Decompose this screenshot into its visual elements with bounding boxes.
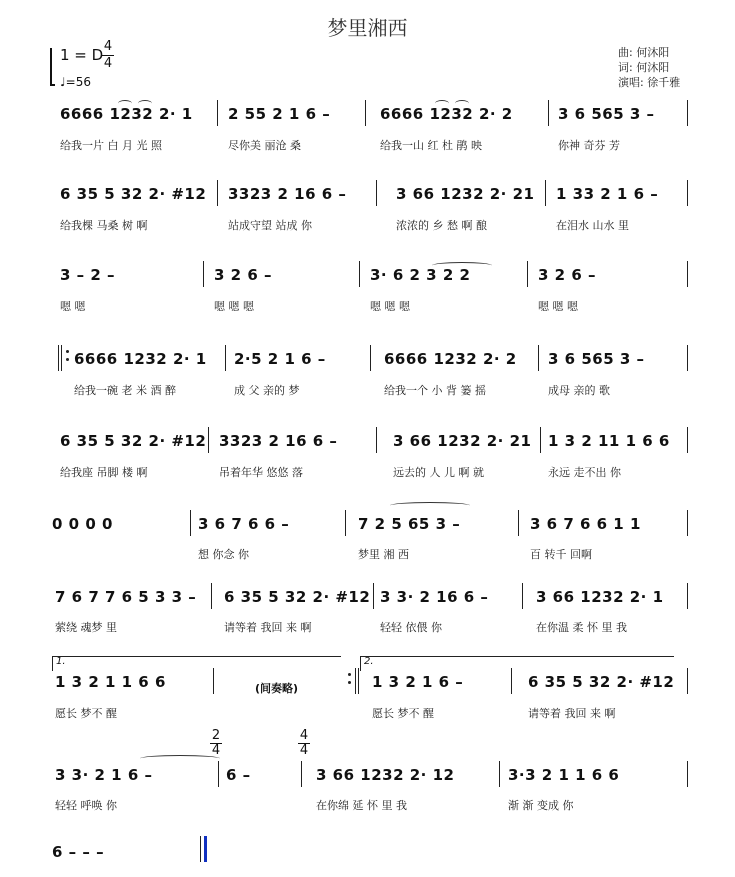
measure-24-notes: 3 6 7 6 6 1 1 [530, 515, 641, 533]
slur-mark [435, 100, 449, 107]
measure-17-notes: 6 35 5 32 2· #12 [60, 432, 207, 450]
measure-6-notes: 3323 2 16 6 – [228, 185, 347, 203]
measure-34-notes: 3 66 1232 2· 12 [316, 766, 455, 784]
lyric-line: 百 转千 回啊 [530, 548, 592, 561]
interlude-marking: (间奏略) [255, 682, 299, 695]
lyric-line: 给我一片 白 月 光 照 [60, 139, 162, 152]
measure-3-notes: 6666 1232 2· 2 [380, 105, 513, 123]
lyric-line: 嗯 嗯 嗯 [214, 300, 254, 313]
song-title: 梦里湘西 [327, 16, 408, 40]
measure-8-notes: 1 33 2 1 6 – [556, 185, 659, 203]
measure-33-notes: 6 – [226, 766, 251, 784]
credit-lyricist: 词: 何沐阳 [618, 61, 670, 74]
measure-16-notes: 3 6 565 3 – [548, 350, 645, 368]
measure-31-notes: 6 35 5 32 2· #12 [528, 673, 675, 691]
lyric-line: 站成守望 站成 你 [228, 219, 312, 232]
slur-mark [390, 502, 470, 509]
lyric-line: 给我一碗 老 米 酒 醉 [74, 384, 176, 397]
lyric-line: 在你绵 延 怀 里 我 [316, 799, 407, 812]
slur-mark [118, 100, 132, 107]
measure-11-notes: 3· 6 2 3 2 2 [370, 266, 471, 284]
measure-27-notes: 3 3· 2 16 6 – [380, 588, 489, 606]
time-signature-change-4-4: 4 4 [299, 728, 309, 758]
first-ending-bracket: 1. [52, 656, 341, 671]
lyric-line: 嗯 嗯 嗯 [370, 300, 410, 313]
measure-28-notes: 3 66 1232 2· 1 [536, 588, 664, 606]
final-barline [204, 836, 207, 862]
measure-26-notes: 6 35 5 32 2· #12 [224, 588, 371, 606]
lyric-line: 给我一山 红 杜 鹃 映 [380, 139, 482, 152]
lyric-line: 愿长 梦不 醒 [372, 707, 434, 720]
lyric-line: 嗯 嗯 [60, 300, 86, 313]
tempo-marking: ♩=56 [60, 75, 91, 89]
credit-composer: 曲: 何沐阳 [618, 46, 670, 59]
tie-mark [140, 755, 220, 762]
lyric-line: 浓浓的 乡 愁 啊 酿 [396, 219, 487, 232]
lyric-line: 轻轻 呼唤 你 [55, 799, 117, 812]
key-signature: 1 = D [60, 46, 104, 64]
lyric-line: 想 你念 你 [198, 548, 249, 561]
measure-22-notes: 3 6 7 6 6 – [198, 515, 290, 533]
measure-19-notes: 3 66 1232 2· 21 [393, 432, 532, 450]
second-ending-bracket: 2. [360, 656, 674, 671]
time-signature-change-2-4: 2 4 [211, 728, 221, 758]
measure-12-notes: 3 2 6 – [538, 266, 596, 284]
measure-20-notes: 1 3 2 11 1 6 6 [548, 432, 670, 450]
lyric-line: 梦里 湘 西 [358, 548, 409, 561]
measure-29-notes: 1 3 2 1 1 6 6 [55, 673, 166, 691]
measure-14-notes: 2·5 2 1 6 – [234, 350, 326, 368]
lyric-line: 愿长 梦不 醒 [55, 707, 117, 720]
measure-23-notes: 7 2 5 65 3 – [358, 515, 461, 533]
time-signature [102, 40, 114, 71]
measure-13-notes: 6666 1232 2· 1 [74, 350, 207, 368]
measure-5-notes: 6 35 5 32 2· #12 [60, 185, 207, 203]
credit-singer: 演唱: 徐千雅 [618, 76, 681, 89]
lyric-line: 请等着 我回 来 啊 [528, 707, 616, 720]
lyric-line: 给我座 吊脚 楼 啊 [60, 466, 148, 479]
measure-1-notes: 6666 1232 2· 1 [60, 105, 193, 123]
measure-30-notes: 1 3 2 1 6 – [372, 673, 464, 691]
lyric-line: 成母 亲的 歌 [548, 384, 610, 397]
slur-mark [455, 100, 469, 107]
lyric-line: 远去的 人 儿 啊 就 [393, 466, 484, 479]
lyric-line: 吊着年华 悠悠 落 [219, 466, 303, 479]
measure-25-notes: 7 6 7 7 6 5 3 3 – [55, 588, 197, 606]
lyric-line: 请等着 我回 来 啊 [224, 621, 312, 634]
slur-mark [138, 100, 152, 107]
measure-4-notes: 3 6 565 3 – [558, 105, 655, 123]
measure-32-notes: 3 3· 2 1 6 – [55, 766, 153, 784]
time-signature-top: 4 [103, 39, 113, 54]
lyric-line: 轻轻 依偎 你 [380, 621, 442, 634]
slur-mark [432, 262, 492, 269]
lyric-line: 嗯 嗯 嗯 [538, 300, 578, 313]
measure-36-notes: 6 – – – [52, 843, 105, 861]
lyric-line: 在泪水 山水 里 [556, 219, 629, 232]
measure-35-notes: 3·3 2 1 1 6 6 [508, 766, 620, 784]
measure-2-notes: 2 55 2 1 6 – [228, 105, 331, 123]
lyric-line: 给我棵 马桑 树 啊 [60, 219, 148, 232]
lyric-line: 给我一个 小 背 篓 摇 [384, 384, 486, 397]
measure-7-notes: 3 66 1232 2· 21 [396, 185, 535, 203]
measure-9-notes: 3 – 2 – [60, 266, 116, 284]
lyric-line: 在你温 柔 怀 里 我 [536, 621, 627, 634]
lyric-line: 永远 走不出 你 [548, 466, 621, 479]
lyric-line: 你神 奇芬 芳 [558, 139, 620, 152]
lyric-line: 尽你美 丽沧 桑 [228, 139, 301, 152]
lyric-line: 萦绕 魂梦 里 [55, 621, 117, 634]
measure-15-notes: 6666 1232 2· 2 [384, 350, 517, 368]
time-signature-bottom: 4 [103, 56, 113, 71]
measure-18-notes: 3323 2 16 6 – [219, 432, 338, 450]
system-brace [50, 48, 55, 86]
lyric-line: 成 父 亲的 梦 [234, 384, 300, 397]
measure-10-notes: 3 2 6 – [214, 266, 272, 284]
lyric-line: 渐 渐 变成 你 [508, 799, 574, 812]
measure-21-notes: 0 0 0 0 [52, 515, 113, 533]
